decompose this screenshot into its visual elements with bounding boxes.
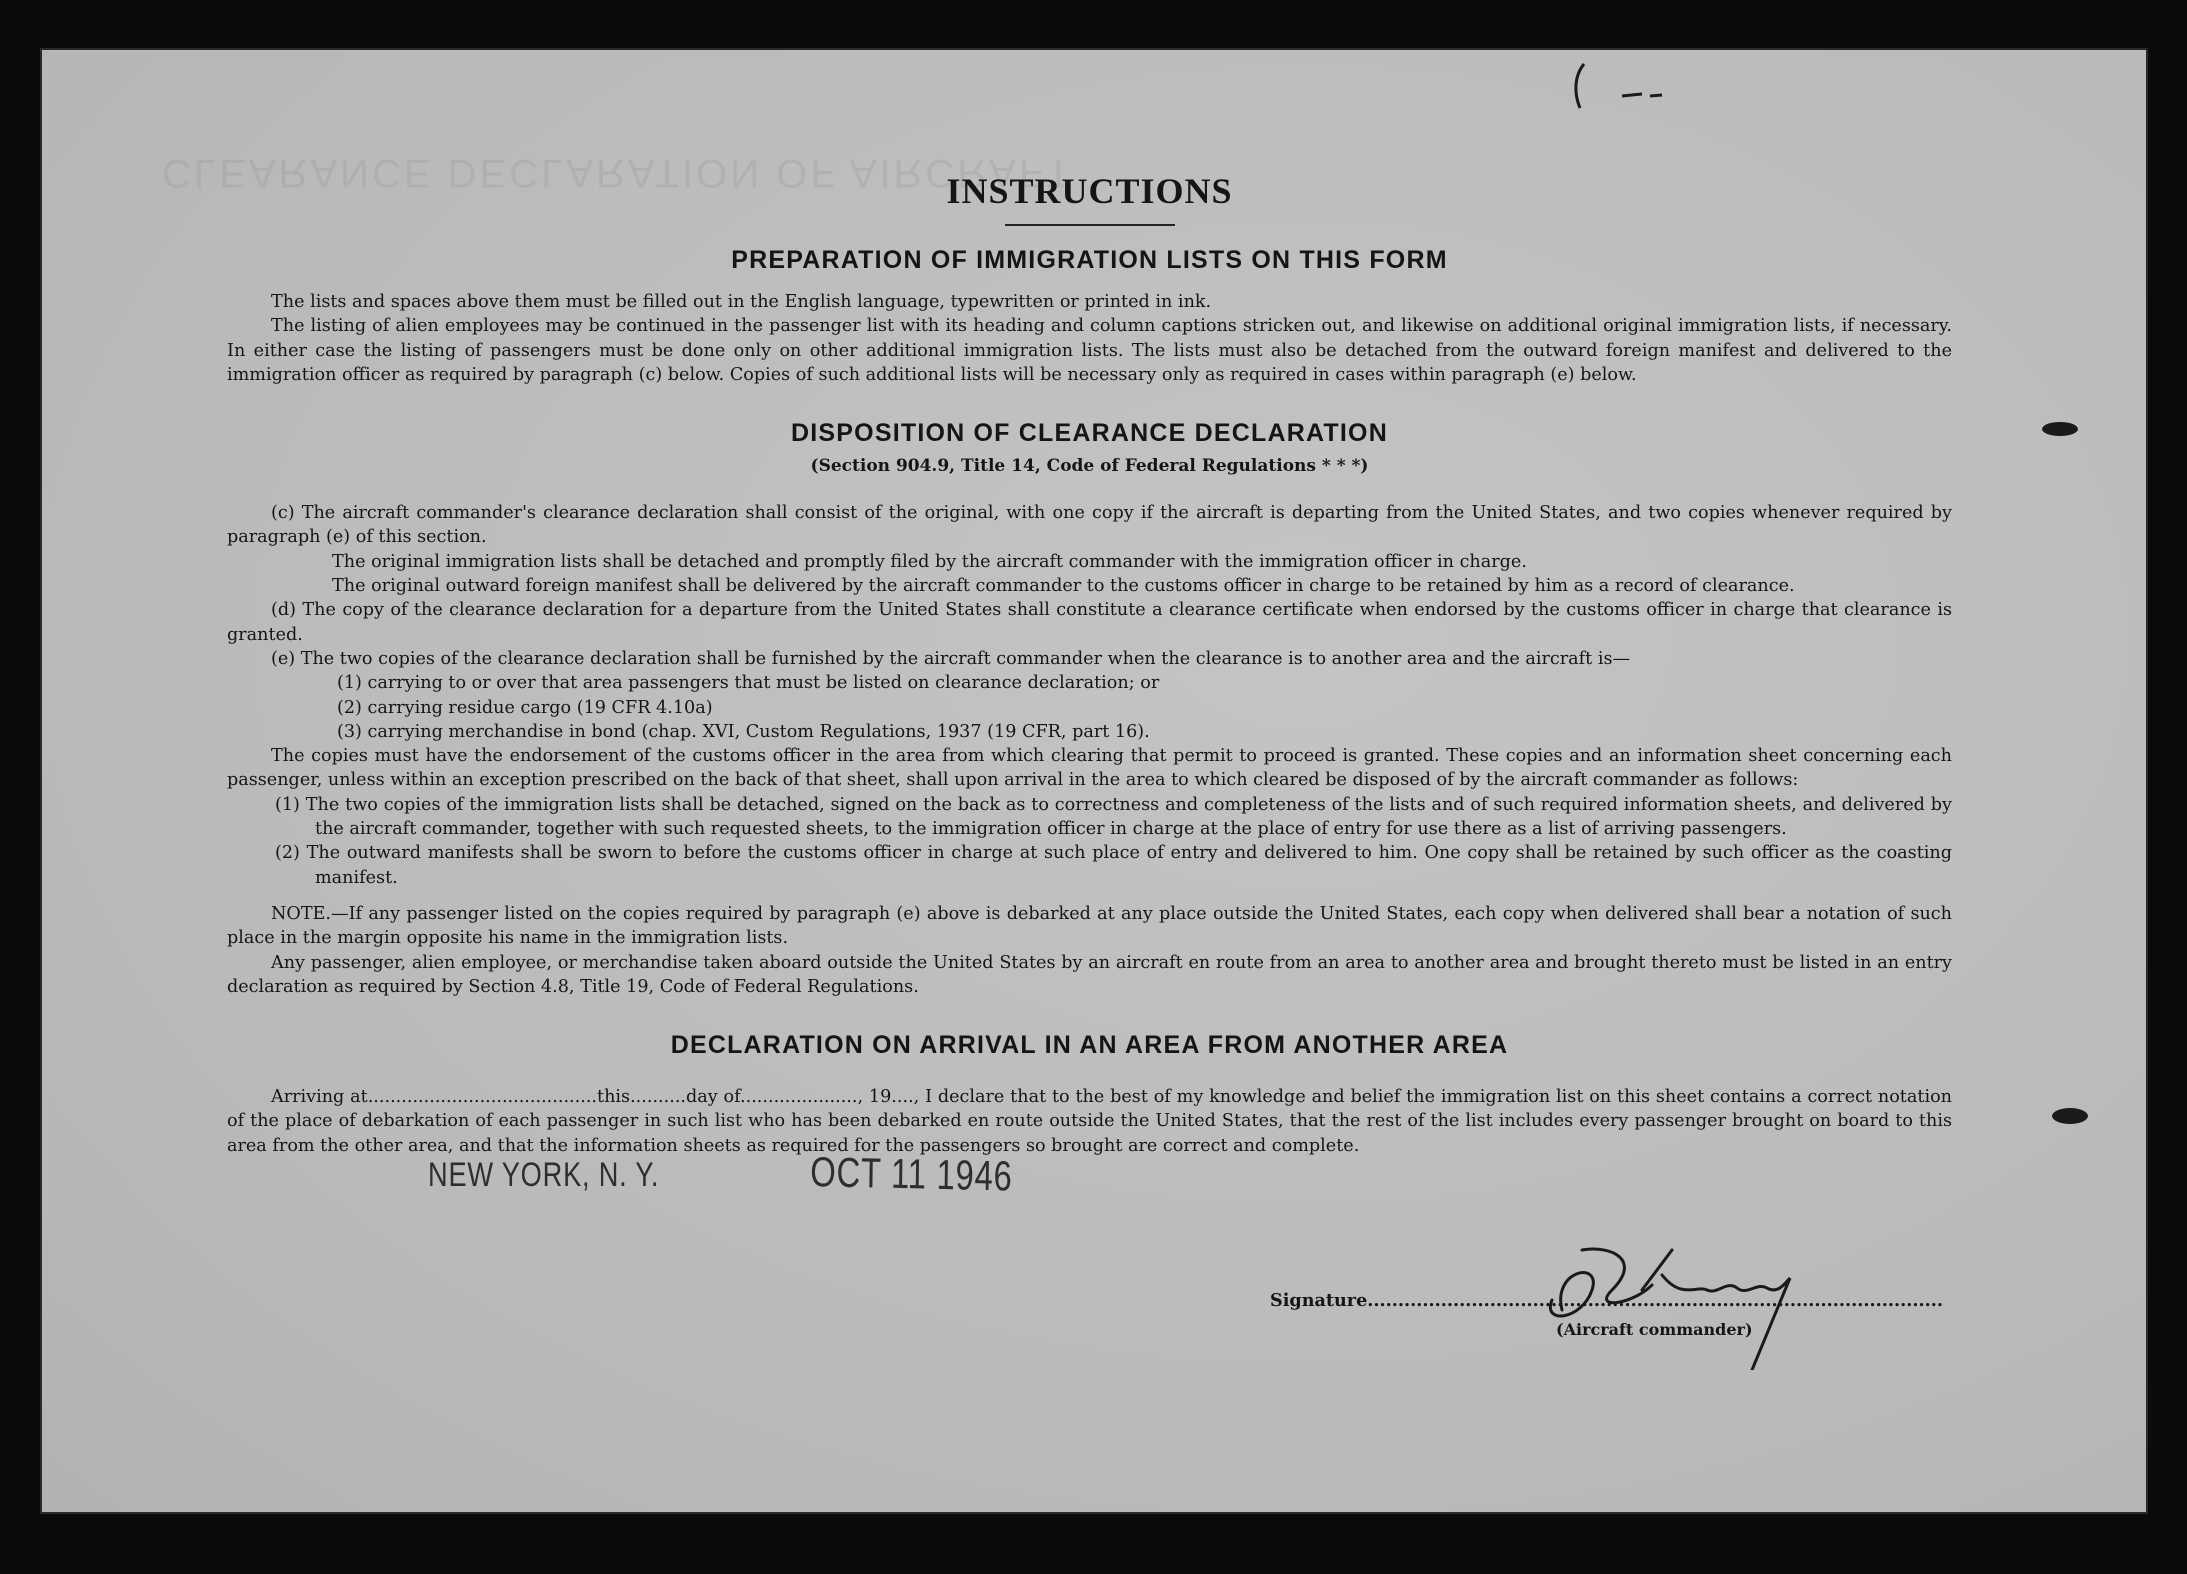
signature-caption: (Aircraft commander): [1556, 1320, 1753, 1339]
section-heading-disposition: DISPOSITION OF CLEARANCE DECLARATION: [791, 419, 1388, 448]
date-stamp: OCT 11 1946: [810, 1148, 1013, 1200]
paragraph-c: (c) The aircraft commander's clearance declaration shall consist of the original, with one copy if the aircraft is departing from the United States, and two copies whenever required by paragraph (e) of this section.: [227, 503, 1952, 548]
paragraph-note: NOTE.—If any passenger listed on the copies required by paragraph (e) above is debarked at any place outside the United States, each copy when delivered shall bear a notation of such place in the margin opposite his name in the immigration lists.: [227, 903, 1952, 949]
day-of-label: day of: [686, 1087, 741, 1108]
declaration-text: I declare that to the best of my knowledge and belief the immigration list on this sheet contains a correct notation of the place of debarkation of each passenger in such list who has been debarked en route outside the United States, that the rest of the list includes every passenger brought on board to this area from the other area, and that the information sheets as required for the passengers so brought are correct and complete.: [227, 1087, 1952, 1156]
year-prefix: 19: [868, 1087, 892, 1108]
paragraph-any-passenger: Any passenger, alien employee, or merchandise taken aboard outside the United States by an aircraft en route from an area to another area and brought thereto must be listed in an entry declaration as required by Section 4.8, Title 19, Code of Federal Regulations.: [227, 952, 1952, 997]
paragraph-copies: The copies must have the endorsement of the customs officer in the area from which clearing that permit to proceed is granted. These copies and an information sheet concerning each passenger, unless within an exception prescribed on the back of that sheet, shall upon arrival in the area to which cleared be disposed of by the aircraft commander as follows:: [227, 746, 1952, 791]
place-stamp: NEW YORK, N. Y.: [428, 1156, 660, 1194]
paper-mark: [2042, 422, 2078, 436]
dotted-fill-place: .........................................: [367, 1087, 598, 1108]
instructions-body: [227, 110, 1952, 1158]
dotted-fill-day: ..........: [630, 1087, 687, 1108]
arriving-label: Arriving at: [271, 1087, 368, 1108]
document-sheet: [42, 50, 2146, 1512]
paragraph-e-2: (2) carrying residue cargo (19 CFR 4.10a): [337, 697, 713, 718]
paragraph-e: (e) The two copies of the clearance declaration shall be furnished by the aircraft commander when the clearance is to another area and the aircraft is—: [271, 648, 1631, 669]
signature-label: Signature: [1270, 1290, 1368, 1311]
paragraph-arrival-1: (1) The two copies of the immigration lists shall be detached, signed on the back as to correctness and completeness of the lists and of such required information sheets, and delivered by the aircraft commander, together with such requested sheets, to the immigration officer in charge at the place of entry for use there as a list of arriving passengers.: [275, 794, 1952, 840]
dotted-fill-month: .....................,: [740, 1087, 869, 1108]
bleed-through-text: CLEARANCE DECLARATION OF AIRCRAFT: [162, 151, 1074, 195]
paragraph-d: (d) The copy of the clearance declaration for a departure from the United States shall constitute a clearance certificate when endorsed by the customs officer in charge that clearance is granted.: [227, 600, 1952, 645]
paragraph-c-immigration-lists: The original immigration lists shall be detached and promptly filed by the aircraft commander with the immigration officer in charge.: [332, 551, 1527, 572]
handwritten-signature: [1522, 1230, 1842, 1370]
title-rule: [1005, 224, 1175, 226]
paragraph-c-outward-manifest: The original outward foreign manifest shall be delivered by the aircraft commander to the customs officer in charge to be retained by him as a record of clearance.: [332, 576, 1795, 597]
signature-dotted-line: ..............................................................................................: [1367, 1290, 1944, 1311]
handwritten-mark: [1562, 56, 1702, 116]
paragraph-english-language: The lists and spaces above them must be filled out in the English language, typewritten or printed in ink.: [271, 292, 1212, 312]
paper-mark: [2052, 1108, 2088, 1124]
paragraph-declaration: [227, 1075, 1952, 1158]
paragraph-e-3: (3) carrying merchandise in bond (chap. XVI, Custom Regulations, 1937 (19 CFR, part 16).: [337, 721, 1150, 742]
paragraph-alien-employees: The listing of alien employees may be continued in the passenger list with its heading and column captions stricken out, and likewise on additional original immigration lists, if necessary. In either case the listing of passengers must be done only on other additional immigration lists. The lists must also be detached from the outward foreign manifest and delivered to the immigration officer as required by paragraph (c) below. Copies of such additional lists will be necessary only as required in cases within paragraph (e) below.: [227, 316, 1952, 385]
section-citation: (Section 904.9, Title 14, Code of Federal Regulations * * *): [810, 456, 1369, 477]
section-heading-declaration: DECLARATION ON ARRIVAL IN AN AREA FROM ANOTHER AREA: [670, 1031, 1509, 1060]
section-heading-preparation: PREPARATION OF IMMIGRATION LISTS ON THIS FORM: [731, 246, 1448, 274]
paragraph-e-1: (1) carrying to or over that area passengers that must be listed on clearance declaration; or: [337, 673, 1160, 694]
dotted-fill-year: ....,: [891, 1087, 926, 1108]
page-title: INSTRUCTIONS: [946, 171, 1233, 211]
paragraph-arrival-2: (2) The outward manifests shall be sworn to before the customs officer in charge at such place of entry and delivered to him. One copy shall be retained by such officer as the coasting manifest.: [275, 843, 1952, 888]
this-label: this: [597, 1087, 631, 1108]
